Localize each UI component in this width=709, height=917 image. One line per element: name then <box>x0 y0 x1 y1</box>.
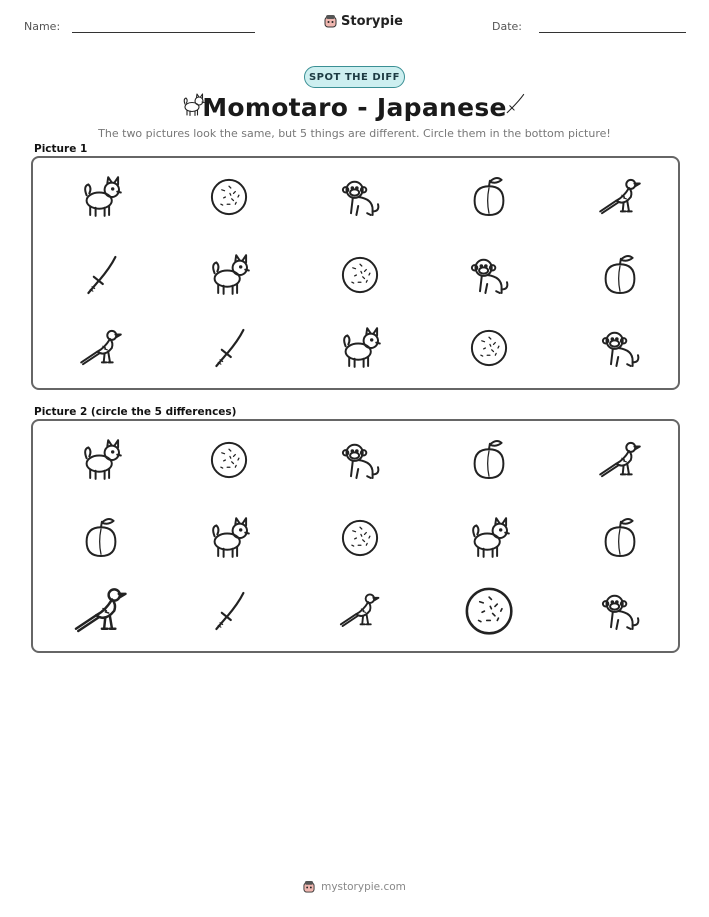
dog-icon[interactable] <box>462 511 516 565</box>
dog-icon[interactable] <box>74 433 128 487</box>
picture-2-label: Picture 2 (circle the 5 differences) <box>34 406 237 418</box>
date-label: Date: <box>492 20 522 33</box>
peach-icon <box>593 248 647 302</box>
brand-name: Storypie <box>341 14 403 29</box>
rice-ball-icon <box>202 170 256 224</box>
dog-icon <box>74 170 128 224</box>
picture-2-panel[interactable] <box>31 419 680 653</box>
dog-icon <box>333 321 387 375</box>
name-label: Name: <box>24 20 61 33</box>
storypie-mascot-icon <box>303 880 315 894</box>
peach-icon[interactable] <box>462 433 516 487</box>
peach-icon[interactable] <box>593 511 647 565</box>
pheasant-icon[interactable] <box>67 577 135 645</box>
footer <box>0 880 709 894</box>
rice-ball-icon <box>462 321 516 375</box>
dog-icon[interactable] <box>202 511 256 565</box>
pheasant-icon <box>74 321 128 375</box>
monkey-icon[interactable] <box>593 584 647 638</box>
picture-1-panel <box>31 156 680 390</box>
footer-url: mystorypie.com <box>321 881 406 893</box>
sword-icon <box>202 321 256 375</box>
monkey-icon[interactable] <box>333 433 387 487</box>
rice-ball-icon[interactable] <box>454 576 524 646</box>
brand-logo <box>324 14 403 29</box>
peach-icon <box>462 170 516 224</box>
dog-icon <box>202 248 256 302</box>
picture-1-label: Picture 1 <box>34 143 88 155</box>
storypie-mascot-icon <box>324 14 337 29</box>
sword-icon <box>502 90 528 118</box>
page-title: Momotaro - Japanese <box>202 93 507 122</box>
monkey-icon <box>593 321 647 375</box>
pheasant-icon[interactable] <box>334 585 385 636</box>
pheasant-icon <box>593 170 647 224</box>
pheasant-icon[interactable] <box>593 433 647 487</box>
rice-ball-icon[interactable] <box>202 433 256 487</box>
date-line[interactable] <box>539 32 686 33</box>
rice-ball-icon <box>333 248 387 302</box>
instructions: The two pictures look the same, but 5 things are different. Circle them in the bottom picture! <box>98 127 611 140</box>
spot-the-diff-badge: SPOT THE DIFF <box>304 66 405 88</box>
monkey-icon <box>462 248 516 302</box>
name-line[interactable] <box>72 32 255 33</box>
peach-icon[interactable] <box>74 511 128 565</box>
sword-icon[interactable] <box>202 584 256 638</box>
sword-icon <box>74 248 128 302</box>
monkey-icon <box>333 170 387 224</box>
rice-ball-icon[interactable] <box>333 511 387 565</box>
